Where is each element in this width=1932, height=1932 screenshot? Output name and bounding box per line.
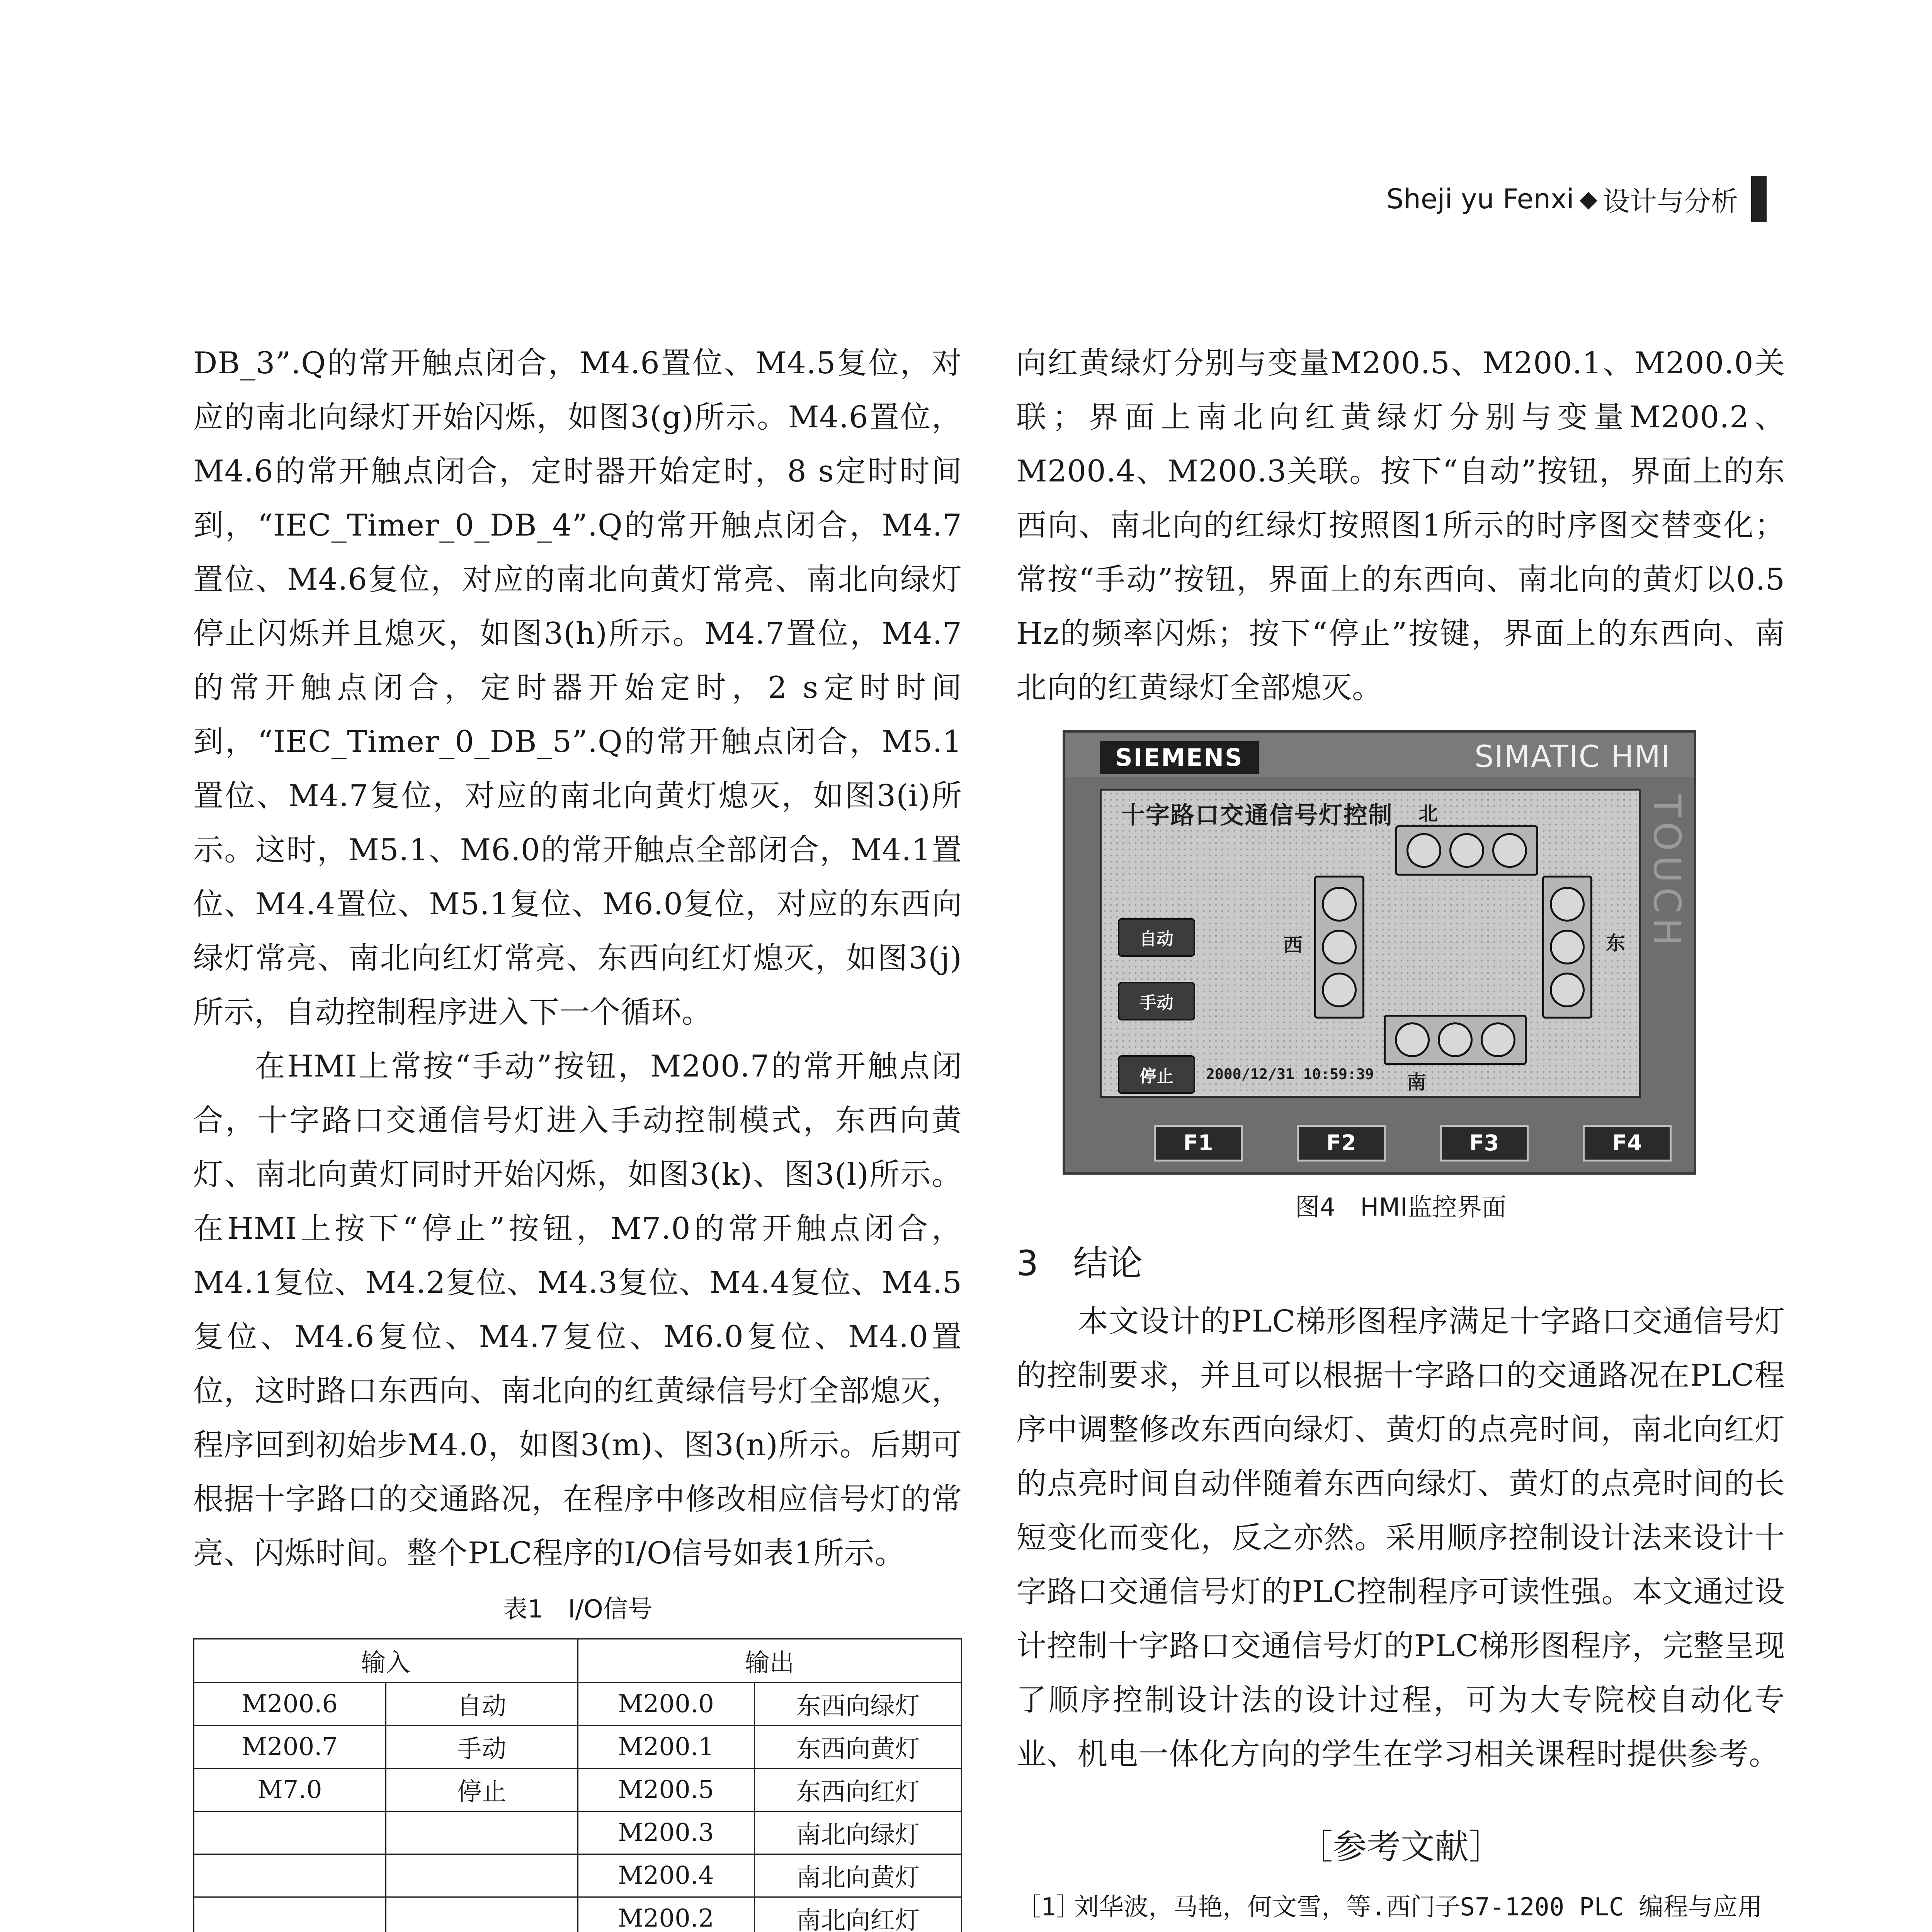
table-cell: M200.2 (578, 1897, 754, 1932)
running-head-chinese: 设计与分析 (1603, 185, 1738, 217)
table-header-output: 输出 (578, 1639, 962, 1683)
hmi-figure (1063, 730, 1696, 1175)
manual-button[interactable]: 手动 (1118, 982, 1195, 1020)
north-lamp (1406, 833, 1441, 868)
table-header-row (194, 1639, 962, 1683)
table-cell: 停止 (386, 1769, 578, 1811)
reference-number: ［1］ (1016, 1893, 1081, 1922)
table-cell: M200.7 (194, 1726, 386, 1769)
running-head-bar (1751, 176, 1767, 222)
table-cell: 南北向红灯 (754, 1897, 962, 1932)
table-cell: M200.3 (578, 1811, 754, 1854)
table-cell: 自动 (386, 1683, 578, 1726)
table-cell: M200.5 (578, 1769, 754, 1811)
table-cell: 南北向绿灯 (754, 1811, 962, 1854)
east-lamp (1550, 930, 1585, 964)
table-row (194, 1811, 962, 1854)
hmi-screen-title: 十字路口交通信号灯控制 (1121, 801, 1393, 829)
table-cell: M200.1 (578, 1726, 754, 1769)
table-header-input: 输入 (194, 1639, 578, 1683)
south-lamp (1481, 1022, 1515, 1057)
diamond-icon: ◆ (1579, 185, 1597, 213)
table-cell: M200.6 (194, 1683, 386, 1726)
f1-key[interactable]: F1 (1154, 1125, 1243, 1162)
table-cell: 南北向黄灯 (754, 1854, 962, 1897)
west-label: 西 (1283, 934, 1303, 956)
table-cell: 东西向红灯 (754, 1769, 962, 1811)
north-lamp (1492, 833, 1527, 868)
running-head (1386, 176, 1767, 222)
f2-key[interactable]: F2 (1297, 1125, 1386, 1162)
hmi-screen (1100, 789, 1641, 1098)
north-lamp (1449, 833, 1484, 868)
table-cell (386, 1897, 578, 1932)
io-signal-table (193, 1638, 962, 1932)
table-cell (194, 1854, 386, 1897)
north-light-group (1395, 825, 1538, 876)
table-cell: M200.4 (578, 1854, 754, 1897)
table-caption: 表1 I/O信号 (503, 1595, 653, 1624)
table-cell: 东西向黄灯 (754, 1726, 962, 1769)
references-title: ［参考文献］ (1298, 1827, 1503, 1867)
table-cell (386, 1854, 578, 1897)
north-label: 北 (1418, 802, 1438, 825)
left-column (193, 336, 962, 1932)
auto-button[interactable]: 自动 (1118, 918, 1195, 957)
table-cell: M200.0 (578, 1683, 754, 1726)
south-light-group (1384, 1015, 1527, 1065)
hmi-touch-label: TOUCH (1645, 794, 1689, 951)
left-paragraph-2: 在HMI上常按“手动”按钮，M200.7的常开触点闭合，十字路口交通信号灯进入手动控制模式，东西向黄灯、南北向黄灯同时开始闪烁，如图3(k)、图3(l)所示。在HMI上按下“停止”按钮，M7.0的常开触点闭合，M4.1复位、M4.2复位、M4.3复位、M4.4复位、M4.5复位、M4.6复位、M4.7复位、M6.0复位、M4.0置位，这时路口东西向、南北向的红黄绿信号灯全部熄灭，程序回到初始步M4.0，如图3(m)、图3(n)所示。后期可根据十字路口的交通路况，在程序中修改相应信号灯的常亮、闪烁时间。整个PLC程序的I/O信号如表1所示。 (193, 1049, 962, 1571)
f4-key[interactable]: F4 (1583, 1125, 1672, 1162)
f3-key[interactable]: F3 (1440, 1125, 1529, 1162)
west-lamp (1322, 973, 1357, 1007)
reference-text: 刘华波，马艳，何文雪，等.西门子S7-1200 PLC 编程与应用 (1074, 1893, 1762, 1922)
right-column (1016, 336, 1785, 1932)
table-row (194, 1726, 962, 1769)
south-label: 南 (1407, 1071, 1426, 1094)
table-cell: M7.0 (194, 1769, 386, 1811)
right-paragraph-1: 向红黄绿灯分别与变量M200.5、M200.1、M200.0关联；界面上南北向红黄绿灯分别与变量M200.2、M200.4、M200.3关联。按下“自动”按钮，界面上的东西向、南北向的红绿灯按照图1所示的时序图交替变化；常按“手动”按钮，界面上的东西向、南北向的黄灯以0.5 Hz的频率闪烁；按下“停止”按键，界面上的东西向、南北向的红黄绿灯全部熄灭。 (1016, 346, 1785, 705)
west-lamp (1322, 887, 1357, 922)
west-light-group (1314, 876, 1364, 1019)
section-heading-3: 3 结论 (1016, 1243, 1143, 1284)
hmi-clock: 2000/12/31 10:59:39 (1206, 1066, 1374, 1083)
table-cell: 手动 (386, 1726, 578, 1769)
table-cell (194, 1897, 386, 1932)
running-head-english: Sheji yu Fenxi (1386, 183, 1574, 215)
table-row (194, 1769, 962, 1811)
south-lamp (1438, 1022, 1473, 1057)
figure-caption: 图4 HMI监控界面 (1295, 1193, 1507, 1222)
left-paragraph-1: DB_3”.Q的常开触点闭合，M4.6置位、M4.5复位，对应的南北向绿灯开始闪烁，如图3(g)所示。M4.6置位，M4.6的常开触点闭合，定时器开始定时，8 s定时时间到，“IEC_Timer_0_DB_4”.Q的常开触点闭合，M4.7置位、M4.6复位，对应的南北向黄灯常亮、南北向绿灯停止闪烁并且熄灭，如图3(h)所示。M4.7置位，M4.7的常开触点闭合，定时器开始定时，2 s定时时间到，“IEC_Timer_0_DB_5”.Q的常开触点闭合，M5.1置位、M4.7复位，对应的南北向黄灯熄灭，如图3(i)所示。这时，M5.1、M6.0的常开触点全部闭合，M4.1置位、M4.4置位、M5.1复位、M6.0复位，对应的东西向绿灯常亮、南北向红灯常亮、东西向红灯熄灭，如图3(j)所示，自动控制程序进入下一个循环。 (193, 346, 962, 1030)
table-cell (386, 1811, 578, 1854)
east-light-group (1542, 876, 1592, 1019)
east-label: 东 (1606, 932, 1625, 954)
table-row (194, 1854, 962, 1897)
hmi-brand-logo: SIEMENS (1100, 741, 1259, 774)
east-lamp (1550, 973, 1585, 1007)
table-cell (194, 1811, 386, 1854)
east-lamp (1550, 887, 1585, 922)
hmi-product-name: SIMATIC HMI (1475, 740, 1671, 774)
south-lamp (1395, 1022, 1430, 1057)
right-paragraph-2: 本文设计的PLC梯形图程序满足十字路口交通信号灯的控制要求，并且可以根据十字路口的交通路况在PLC程序中调整修改东西向绿灯、黄灯的点亮时间，南北向红灯的点亮时间自动伴随着东西向绿灯、黄灯的点亮时间的长短变化而变化，反之亦然。采用顺序控制设计法来设计十字路口交通信号灯的PLC控制程序可读性强。本文通过设计控制十字路口交通信号灯的PLC梯形图程序，完整呈现了顺序控制设计法的设计过程，可为大专院校自动化专业、机电一体化方向的学生在学习相关课程时提供参考。 (1016, 1304, 1785, 1772)
reference-item (1016, 1884, 1785, 1932)
table-cell: 东西向绿灯 (754, 1683, 962, 1726)
west-lamp (1322, 930, 1357, 964)
stop-button[interactable]: 停止 (1118, 1055, 1195, 1094)
table-row (194, 1897, 962, 1932)
table-row (194, 1683, 962, 1726)
